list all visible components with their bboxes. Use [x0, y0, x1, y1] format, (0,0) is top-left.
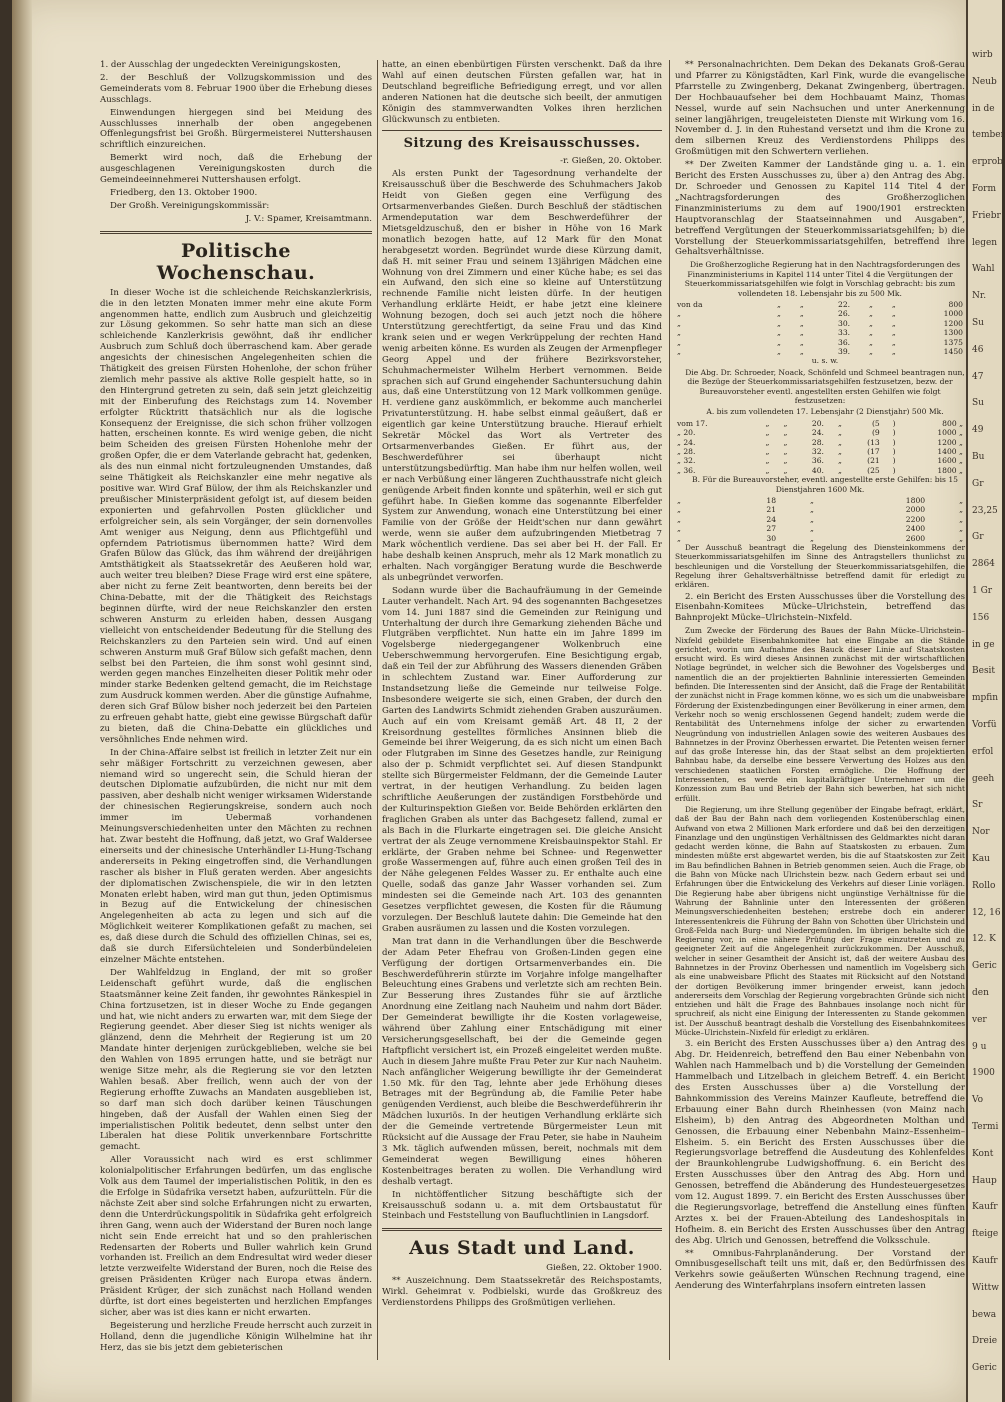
news-item: ** Auszeichnung. Dem Staatssekretär des Reichspostamts, Wirkl. Geheimrat v. Podbielski, wurde das Großkreuz des Verdienstordens Philipps des Großmütigen verliehen. — [382, 1276, 662, 1309]
table-cell: 1375 — [943, 337, 963, 347]
table-cell: 28. — [811, 437, 824, 447]
table-cell: „ — [765, 465, 770, 475]
table-cell: „ — [838, 418, 842, 428]
table-cell: „ — [838, 447, 842, 457]
table-cell: „ — [765, 456, 770, 466]
next-page-text-fragment: Neub — [972, 76, 997, 87]
table-cell: „ — [891, 328, 896, 338]
next-page-text-fragment: Kaufr — [972, 1202, 998, 1213]
table-cell: „ — [677, 533, 681, 543]
next-page-text-fragment: 2864 — [972, 559, 995, 570]
news-item: 3. ein Bericht des Ersten Ausschusses über a) den Antrag des Abg. Dr. Heidenreich, betreffend den Bau einer Nebenbahn von Wahlen nach Hammelbach und b) die Vorstellung der Gemeinden Hammelbach und Litzelbach in gleichem Betreff. 4. ein Bericht des Ersten Ausschusses über a) die Vorstellung der Bahnkommission des Vereins Mainzer Kaufleute, betreffend die Erbauung einer Bahn durch Rheinhessen (von Mainz nach Elsheim), b) den Antrag des Abgeordneten Molthan und Genossen, die Erbauung einer Nebenbahn Mainz–Essenheim–Elsheim. 5. ein Bericht des Ersten Ausschusses über die Regierungsvorlage betreffend die Ausdeutung des Kohlenfeldes der Braunkohlengrube Ludwigshoffnung. 6. ein Bericht des Ersten Ausschusses über den Antrag des Abg. Horn und Genossen, betreffend die Abänderung des Hundesteuergesetzes vom 12. August 1899. 7. ein Bericht des Ersten Ausschusses über die Regierungsvorlage, betreffend die Anstellung eines fünften Arztes x. bei der Frauen-Abteilung des Landeshospitals in Hofheim. 8. ein Bericht des Ersten Ausschusses über den Antrag des Abg. Ulrich und Genossen, betreffend die Volksschule. — [675, 1039, 965, 1246]
table-cell: „ — [677, 514, 681, 524]
committee-paragraph: Die Regierung, um ihre Stellung gegenüber der Eingabe befragt, erklärt, daß der Bau der Bahn nach dem vorliegenden Kostenüberschlag einen Aufwand von etwa 2 Millionen Mark erfordere und daß bei den derzeitigen Finanzlage und den ungünstigen Verhältnissen des Geldmarktes nicht daran gedacht werden könne, die Bahn auf Staatskosten zu erbauen. Zum mindesten müßte erst abgewartet werden, bis die auf Staatskosten zur Zeit im Bau befindlichen Bahnen in Betrieb genommen seien. Auch die Frage, ob die Bahn von Mücke nach Ulrichstein bezw. nach Gedern erbaut sei und Erfahrungen über die Entwickelung des Verkehrs auf dieser Linie vorlägen. Die Regierung habe aber übrigens nicht ungünstige Verhältnisse für die Wahrung der Bahnlinie unter den Interessenten der größeren Meinungsverschiedenheiten bestehen; erstrebe doch ein anderer Interessentenkreis die Führung der Bahn von Schotten über Ulrichstein und Groß-Felda nach Burg- und Niedergemünden. Im übrigen behalte sich die Regierung vor, in eine nähere Prüfung der Frage einzutreten und zu geeigneter Zeit auf die Angelegenheit zurückzukommen. Der Ausschuß, welcher in seiner Gesamtheit der Ansicht ist, daß der weitere Ausbau des Bahnnetzes in der Provinz Oberhessen und namentlich im Vogelsberg sich als eine unabweisbare Pflicht des Staates mit Rücksicht auf den Notstand der dortigen Bevölkerung immer bringender erweist, kann jedoch andererseits dem Vorschlag der Regierung vorgebrachten Gründe sich nicht entziehen und hält die Frage des Bahnbaues insolange noch nicht für spruchreif, als nicht eine Einigung der Interessenten zu Stande gekommen ist. Der Ausschuß beantragt deshalb die Vorstellung des Eisenbahnkomitees Mücke–Ulrichstein–Nixfeld für erledigt zu erklären. — [675, 804, 965, 1038]
table-cell: 1200 „ — [937, 437, 963, 447]
table-cell: 2400 — [905, 524, 926, 534]
next-page-text-fragment: Su — [972, 398, 984, 409]
table-cell: vom 17. — [677, 418, 708, 428]
next-page-text-fragment: in ge — [972, 639, 995, 650]
table-cell: „ — [765, 418, 770, 428]
table-caption: B. Für die Bureauvorsteher, eventl. angestellte erste Gehilfen: bis 15 Dienstjahren 1600 Mk. — [692, 475, 958, 494]
next-page-text-fragment: Haup — [972, 1175, 997, 1186]
table-cell: „ — [959, 533, 963, 543]
table-cell: „ — [677, 346, 681, 356]
next-page-edge — [966, 0, 1005, 1402]
table-cell: ) — [892, 447, 896, 457]
table-row — [675, 496, 965, 505]
table-cell: 24. — [811, 428, 824, 438]
table-cell: „ — [799, 328, 804, 338]
table-cell: „ — [783, 465, 788, 475]
table-row — [675, 347, 965, 356]
table-cell: „ — [677, 328, 681, 338]
table-cell: 2200 — [905, 514, 926, 524]
next-page-text-fragment: den — [972, 988, 989, 998]
notice-paragraph: Bemerkt wird noch, daß die Erhebung der ausgeschlagenen Vereinigungskosten durch die Gemeindeeinnehmerei Nuttershausen erfolgt. — [100, 153, 372, 186]
next-page-text-fragment: Nr. — [972, 291, 987, 302]
next-page-text-fragment: Rollo — [972, 880, 996, 891]
table-cell: (25 — [867, 465, 880, 475]
table-cell: (17 — [867, 447, 880, 457]
next-page-text-fragment: Vo — [972, 1095, 984, 1106]
salary-table-government — [675, 300, 965, 356]
table-row — [675, 309, 965, 318]
table-cell: 1400 „ — [937, 447, 963, 457]
table-cell: „ — [777, 346, 781, 356]
news-item: ** Der Zweiten Kammer der Landstände ging u. a. 1. ein Bericht des Ersten Ausschusses zu, über a) den Antrag des Abg. Dr. Schroeder und Genossen zu Kapitel 114 Titel 4 der „Nachtragsforderungen des Großherzoglichen Finanzministeriums zu dem auf 1900/1901 erstreckten Hauptvoranschlag der Staatseinnahmen und Ausgaben“, betreffend Vergütungen der Steuerkommissariatsgehilfen; b) die Vorstellung der Steuerkommissariatsgehilfen, betreffend ihre Gehaltsverhältnisse. — [675, 160, 965, 258]
table-cell: 33. — [838, 328, 851, 338]
next-page-text-fragment: erprob — [972, 157, 1003, 168]
table-cell: „ — [838, 465, 842, 475]
table-cell: 36. — [838, 337, 851, 347]
table-cell: „ — [783, 428, 788, 438]
dateline: Gießen, 22. Oktober 1900. — [546, 1263, 662, 1274]
next-page-text-fragment: Dreie — [972, 1336, 998, 1347]
next-page-text-fragment: Bu — [972, 452, 985, 462]
table-cell: 800 „ — [942, 418, 963, 428]
table-cell: „ — [799, 318, 804, 328]
table-row — [675, 524, 965, 533]
next-page-text-fragment: bewa — [972, 1309, 997, 1320]
news-item: ** Omnibus-Fahrplanänderung. Der Vorstand der Omnibusgesellschaft teilt uns mit, daß er, den Bedürfnissen des Verkehrs sowie geäußerten Wünschen Rechnung tragend, eine Aenderung des Winterfahrplans insofern eintreten lassen — [675, 1248, 965, 1292]
next-page-text-fragment: fteige — [972, 1229, 999, 1240]
table-cell: „ — [783, 447, 788, 457]
table-cell: „ — [809, 514, 814, 524]
next-page-text-fragment: Nor — [972, 827, 990, 838]
table-cell: „ — [891, 318, 896, 328]
section-divider — [382, 130, 662, 131]
table-cell: „ — [777, 318, 781, 328]
news-item: ** Personalnachrichten. Dem Dekan des Dekanats Groß-Gerau und Pfarrer zu Königstädten, Karl Fink, wurde die evangelische Pfarrstelle zu Zwingenberg, Dekanat Zwingenberg, übertragen. Der Hochbauaufseher bei dem Hochbauamt Mainz, Thomas Nessel, wurde auf sein Nachsuchen und unter Anerkennung seiner langjährigen, treugeleisteten Dienste mit Wirkung vom 16. November d. J. in den Ruhestand versetzt und ihm die Krone zu dem silbernen Kreuz des Verdienstordens Philipps des Großmütigen mit den Schwertern verliehen. — [675, 60, 965, 158]
table-cell: „ — [959, 514, 963, 524]
table-cell: „ — [959, 496, 963, 506]
article-paragraph: Als ersten Punkt der Tagesordnung verhandelte der Kreisausschuß über die Beschwerde des Schuhmachers Jakob Heidt von Gießen gegen eine Verfügung des Ortsarmenverbandes Gießen. Durch Beschluß der städtischen Armendeputation war dem Beschwerdeführer der Mietsgeldzuschuß, den er bisher in Höhe von 16 Mark monatlich bezogen hatte, auf 12 Mark für den Monat herabgesetzt worden. Begründet wurde diese Kürzung damit, daß H. mit seiner Frau und seinem 13jährigen Mädchen eine Wohnung von drei Zimmern und einer Küche habe; es sei das ein Aufwand, den sich eine so kleine auf Unterstützung rechnende Familie nicht leisten dürfe. In der heutigen Verhandlung erklärte Heidt, er habe jetzt eine kleinere Wohnung bezogen, doch sei auch jetzt noch die höhere Unterstützung gerechtfertigt, da seine Frau und das Kind krank seien und er wegen Verkrüppelung der rechten Hand wenig arbeiten könne. Es wurden als Zeugen der Armenpfleger Georg Appel und der frühere Bezirksvorsteher, Schuhmachermeister Wilhelm Herbert vernommen. Beide sprachen sich auf Grund eingehender Sachuntersuchung dahin aus, daß eine Unterstützung von 12 Mark vollkommen genüge. H. verdiene ganz auskömmlich, er bekomme auch mancherlei Privatunterstützung. H. habe selbst einmal geäußert, daß er eigentlich gar keine Unterstützung brauche. Hierauf erhielt Sekretär Möckel das Wort als Vertreter des Ortsarmenverbandes Gießen. Er führt aus, der Beschwerdeführer sei überhaupt nicht unterstützungsbedürftig. Man habe ihm nur helfen wollen, weil er nach Verbüßung einer längeren Zuchthausstrafe nicht gleich genügende Arbeit finden konnte und späterhin, weil er sich gut geführt habe. In Gießen komme das sogenannte Elberfelder System zur Anwendung, wonach eine Unterstützung bei einer Familie von der Größe der Heidt'schen nur dann gewährt werde, wenn sie außer dem aufzubringenden Mietbetrag 7 Mark wöchentlich verdiene. Das sei aber bei H. der Fall. Er habe deshalb keinen Anspruch, mehr als 12 Mark monatlich zu erhalten. Nach vorgängiger Beratung wurde die Beschwerde als unbegründet verworfen. — [382, 169, 662, 583]
committee-paragraph: Zum Zwecke der Förderung des Baues der Bahn Mücke–Ulrichstein–Nixfeld gebildete Eisenbahnkomitee hat eine Eingabe an die Stände gerichtet, worin um Aufnahme des Bauck dieser Linie auf Staatskosten ersucht wird. Es wird dieses Ansinnen zunächst mit der wirtschaftlichen Notlage begründet, in welcher sich die Bewohner des Vogelsberges und namentlich die an der projektierten Bahnlinie interessierten Gemeinden befinden. Die Interessenten sind der Ansicht, daß die Frage der Rentabilität der zunächst nicht in Frage kommen könne, wo es sich um die unabweisbare Förderung der Existenzbedingungen einer Bevölkerung in einer armen, dem Verkehr noch so wenig erschlossenen Gegend handelt; zudem werde die Rentabilität des Unternehmens infolge der sicher zu erwartenden Neugründung von industriellen Anlagen sowie des weiteren Ausbaues des Bahnnetzes in der Provinz Oberhessen erwartet. Die Petenten weisen ferner auf das große Interesse hin, das der Staat selbst an dem projektierten Bahnbau habe, da derselbe eine bessere Verwertung des Holzes aus den verschiedenen staatlichen Forsten ermögliche. Die Hoffnung der Interessenten, es werde ein kapitalkräftiger Unternehmer um die Konzession zum Bau und Betrieb der Bahn sich bewerben, hat sich nicht erfüllt. — [675, 626, 965, 803]
table-cell: „ — [868, 309, 873, 319]
next-page-text-fragment: 47 — [972, 371, 984, 382]
next-page-text-fragment: 46 — [972, 344, 984, 355]
table-cell: „ — [783, 418, 788, 428]
table-cell: „ — [891, 299, 896, 309]
table-cell: „ — [677, 309, 681, 319]
table-row — [675, 438, 965, 447]
next-page-text-fragment: 49 — [972, 425, 984, 436]
table-cell: 1800 — [905, 496, 926, 506]
notice-authority: Der Großh. Vereinigungskommissär: — [110, 200, 270, 211]
next-page-text-fragment: Gr — [972, 478, 984, 489]
news-item: 2. ein Bericht des Ersten Ausschusses über die Vorstellung des Eisenbahn-Komitees Mücke–Ulrichstein, betreffend das Bahnprojekt Mücke–Ulrichstein–Nixfeld. — [675, 591, 965, 624]
column-rule-2 — [669, 60, 670, 1360]
next-page-text-fragment: Kont — [972, 1148, 994, 1159]
table-cell: „ — [677, 496, 681, 506]
next-page-text-fragment: 156 — [972, 612, 990, 623]
article-paragraph: Begeisterung und herzliche Freude herrscht auch zurzeit in Holland, denn die jugendliche Königin Wilhelmine hat ihr Herz, das sie bis jetzt dem gebieterischen — [100, 1320, 372, 1353]
article-paragraph: Aller Voraussicht nach wird es erst schlimmer kolonialpolitischer Erfahrungen bedürfen, um das englische Volk aus dem Taumel der imperialistischen Politik, in den es die Erfolge in Südafrika versetzt haben, aufzurütteln. Für die nächste Zeit aber sind solche Erfahrungen nicht zu erwarten, denn die Unterdrückungspolitik in Südafrika geht erfolgreich ihren Gang, wenn auch der Widerstand der Buren noch lange nicht sein Ende erreicht hat und so den prahlerischen Redensarten der Roberts und Buller wahrlich kein Grund vorhanden ist. Freilich an dem Endresultat wird weder dieser letzte verzweifelte Widerstand der Buren, noch die Reise des greisen Präsidenten Krüger nach Europa etwas ändern. Präsident Krüger, der sich zunächst nach Holland wenden dürfte, ist dort eines begeisterten und herzlichen Empfanges sicher, aber was ist dies kann er nicht erwarten. — [100, 1155, 372, 1318]
article-continuation: hatte, an einen ebenbürtigen Fürsten verschenkt. Daß da ihre Wahl auf einen deutschen Fürsten gefallen war, hat in Deutschland begreifliche Befriedigung erregt, und vor allen anderen Nationen hat die deutsche sich beeilt, der anmutigen Königin des stammverwandten Volkes ihren herzlichen Glückwunsch zu entbieten. — [382, 60, 662, 125]
notice-date: Friedberg, den 13. Oktober 1900. — [110, 187, 258, 198]
table-cell: 21 — [766, 505, 777, 515]
table-cell: „ 32. — [677, 456, 696, 466]
notice-paragraph: Einwendungen hiergegen sind bei Meidung des Ausschlusses innerhalb der oben angegebenen Offenlegungsfrist bei Großh. Bürgermeisterei Nuttershausen schriftlich einzureichen. — [100, 107, 372, 151]
table-cell: ) — [892, 428, 896, 438]
table-cell: „ — [868, 337, 873, 347]
table-cell: „ — [677, 318, 681, 328]
table-cell: von da — [677, 299, 703, 309]
next-page-text-fragment: erfol — [972, 746, 994, 757]
table-cell: (5 — [871, 418, 880, 428]
table-cell: ) — [892, 456, 896, 466]
notice-signature: J. V.: Spamer, Kreisamtmann. — [245, 213, 372, 224]
salary-table-proposal-b — [675, 496, 965, 543]
next-page-text-fragment: 1 Gr — [972, 586, 993, 596]
next-page-text-fragment: Termi — [972, 1122, 999, 1132]
table-cell: 40. — [811, 465, 824, 475]
resolution-1: 1. der Ausschlag der ungedeckten Vereinigungskosten, — [100, 60, 341, 70]
table-cell: 1600 „ — [937, 456, 963, 466]
next-page-text-fragment: legen — [972, 237, 998, 248]
table-cell: 27 — [766, 524, 777, 534]
next-page-text-fragment: Friebr — [972, 210, 1001, 221]
table-row — [675, 338, 965, 347]
table-cell: 1000 „ — [937, 428, 963, 438]
article-paragraph: In nichtöffentlicher Sitzung beschäftigte sich der Kreisausschuß sodann u. a. mit dem Ortsbaustatut für Steinbach und Feststellung von Baufluchtlinien in Langsdorf. — [382, 1189, 662, 1222]
next-page-text-fragment: Su — [972, 318, 984, 328]
table-row — [675, 328, 965, 337]
table-cell: 18 — [766, 496, 777, 506]
table-cell: „ — [891, 346, 896, 356]
next-page-text-fragment: geeh — [972, 773, 995, 784]
table-cell: „ — [809, 524, 814, 534]
section-divider — [382, 1228, 662, 1231]
table-cell: „ — [868, 328, 873, 338]
table-cell: 39. — [838, 346, 851, 356]
table-cell: „ — [677, 524, 681, 534]
next-page-text-fragment: in de — [972, 103, 995, 114]
next-page-text-fragment: 1900 — [972, 1068, 995, 1079]
table-row — [675, 505, 965, 514]
table-cell: „ — [868, 318, 873, 328]
page-binding-shadow — [12, 0, 32, 1402]
table-cell: „ — [838, 456, 842, 466]
table-cell: „ — [891, 309, 896, 319]
column-rule-1 — [377, 60, 378, 1360]
table-cell: 30. — [838, 318, 851, 328]
table-subcaption: A. bis zum vollendeten 17. Lebensjahr (2 Dienstjahr) 500 Mk. — [706, 407, 944, 417]
next-page-text-fragment: Kaufr — [972, 1256, 998, 1266]
table-cell: 2000 — [905, 505, 926, 515]
next-page-text-fragment: mpfin — [972, 693, 999, 704]
table-cell: „ — [809, 496, 814, 506]
table-row — [675, 419, 965, 428]
table-cell: 24 — [766, 514, 777, 524]
table-cell: „ — [868, 346, 873, 356]
table-cell: „ — [777, 337, 781, 347]
table-cell: 2600 — [905, 533, 926, 543]
table-cell: „ — [765, 447, 770, 457]
table-cell: 800 — [948, 299, 963, 309]
next-page-text-fragment: ver — [972, 1014, 987, 1025]
table-cell: ) — [892, 418, 896, 428]
next-page-text-fragment: Gr — [972, 532, 984, 543]
dateline: -r. Gießen, 20. Oktober. — [560, 156, 662, 167]
next-page-text-fragment: Geric — [972, 1363, 997, 1374]
next-page-text-fragment: Kau — [972, 854, 990, 864]
table-cell: „ — [959, 505, 963, 515]
table-cell: 1450 — [943, 346, 963, 356]
table-cell: 30 — [766, 533, 777, 543]
table-cell: ) — [892, 437, 896, 447]
article-paragraph: Man trat dann in die Verhandlungen über die Beschwerde der Adam Peter Ehefrau von Großen-Linden gegen eine Verfügung der dortigen Ortsarmenverbandes ein. Die Beschwerdeführerin stürzte im Vorjahre infolge mangelhafter Beleuchtung eines Grabens und verletzte sich am rechten Bein. Zur Besserung ihres Zustandes führ sie auf ärztliche Anordnung eine Zeitlang nach Nauheim und nahm dort Bäder. Der Gemeinderat bewilligte ihr die Kosten vorlageweise, während über Zahlung einer Entschädigung mit einer Versicherungsgesellschaft, bei der die Gemeinde gegen Haftpflicht versichert ist, ein Prozeß eingeleitet werden mußte. Auch in diesem Jahre mußte Frau Peter zur Kur nach Nauheim. Nach anfänglicher Weigerung bewilligte ihr der Gemeinderat 1.50 Mk. für den Tag, lehnte aber jede Erhöhung dieses Betrages mit der Begründung ab, die Familie Peter habe genügenden Verdienst, auch bleibe die Beschwerdeführerin ihr Mädchen luxuriös. In der heutigen Verhandlung erklärte sich der die Gemeinde vertretende Bürgermeister Leun mit Rücksicht auf die Aussage der Frau Peter, sie habe in Nauheim 3 Mk. täglich aufwenden müssen, bereit, nochmals mit dem Gemeinderat wegen Bewilligung eines höheren Kostenbeitrages beraten zu wollen. Die Verhandlung wird deshalb vertagt. — [382, 936, 662, 1187]
table-cell: „ — [783, 456, 788, 466]
table-cell: „ — [799, 299, 804, 309]
next-page-text-fragment: 23,25 — [972, 505, 998, 516]
table-row — [675, 515, 965, 524]
table-row — [675, 466, 965, 475]
table-cell: ) — [892, 465, 896, 475]
table-cell: „ — [677, 505, 681, 515]
table-row — [675, 456, 965, 465]
table-cell: „ — [799, 346, 804, 356]
table-cell: 1800 „ — [937, 465, 963, 475]
table-cell: 36. — [811, 456, 824, 466]
table-cell: „ 36. — [677, 465, 696, 475]
committee-paragraph: Der Ausschuß beantragt die Regelung des Diensteinkommens der Steuerkommissariatsgehilfen im Sinne des Antragstellers thunlichst zu beschleunigen und die Vorstellung der Steuerkommissariatsgehilfen, die Regelung ihrer Gehaltsverhältnisse betreffend damit für erledigt zu erklären. — [675, 543, 965, 590]
salary-table-proposal-a — [675, 419, 965, 475]
section-heading-stadt-und-land: Aus Stadt und Land. — [409, 1237, 635, 1260]
table-cell: „ — [799, 309, 804, 319]
table-cell: 1000 — [943, 309, 963, 319]
table-cell: „ — [777, 328, 781, 338]
table-cell: „ — [799, 337, 804, 347]
article-paragraph: Sodann wurde über die Bachaufräumung in der Gemeinde Lauter verhandelt. Nach Art. 94 des sogenannten Bachgesetzes vom 14. Juni 1887 sind die Gemeinden zur Reinigung und Unterhaltung der durch ihre Gemarkung ziehenden Bäche und Flutgräben verpflichtet. Nun hatte ein im Jahre 1899 im Vogelsberge niedergegangener Wolkenbruch eine Ueberschwemmung hervorgerufen. Eine Besichtigung ergab, daß ein Teil der zur Abführung des Wassers dienenden Gräben in schlechtem Zustand war. Einer Aufforderung zur Instandsetzung ließe die Gemeinde nur teilweise Folge. Insbesondere weigerte sie sich, einen Graben, der durch den Garten des Landwirts Schmidt ziehenden Graben auszuräumen. Auch auf ein vom Kreisamt gemäß Art. 48 II, 2 der Kreisordnung gestelltes förmliches Ansinnen blieb die Gemeinde bei ihrer Weigerung, da es sich nicht um einen Bach oder Flutgraben im Sinne des Gesetzes handle, zur Reinigung also der p. Schmidt verpflichtet sei. Auf diesen Standpunkt stellte sich Bürgermeister Feldmann, der die Gemeinde Lauter vertrat, in der heutigen Verhandlung. Zu beiden lagen schriftliche Aeußerungen der zuständigen Forstbehörde und der Kulturinspektion Gießen vor. Beide Behörden erklärten den fraglichen Graben als unter das Bachgesetz fallend, zumal er als Bach in die Flurkarte eingetragen sei. Die gleiche Ansicht vertrat der als Zeuge vernommene Kreisbauinspektor Stahl. Er erklärte, der Graben nehme bei Schnee- und Regenwetter große Wassermengen auf, führe auch einen großen Teil des in der Nähe gelegenen Feldes Wasser zu. Er enthalte auch eine Quelle, sodaß das ganze Jahr Wasser vorhanden sei. Zum mindesten sei die Gemeinde nach Art. 103 des genannten Gesetzes verpflichtet gewesen, die Kosten für die Räumung vorzulegen. Der Beschluß lautete dahin: Die Gemeinde hat den Graben ausräumen zu lassen und die Kosten vorzulegen. — [382, 585, 662, 934]
article-paragraph: In der China-Affaire selbst ist freilich in letzter Zeit nur ein sehr mäßiger Fortschritt zu verzeichnen gewesen, aber niemand wird so ungerecht sein, die Schuld hieran der deutschen Diplomatie aufzubürden, die nicht nur mit dem passiven, aber deshalb nicht weniger wirksamen Widerstande der chinesischen Regierungskreise, sondern auch noch immer im Uebermaß vorhandenen Meinungsverschiedenheiten unter den Mächten zu rechnen hat. Zwar besteht die Hoffnung, daß jetzt, wo Graf Waldersee einerseits und der chinesische Unterhändler Li-Hung-Tschang andererseits in Peking eingetroffen sind, die Verhandlungen rascher als bisher in Fluß geraten werden. Aber angesichts der diplomatischen Zwischenspiele, die wir in den letzten Monaten erlebt haben, wird man gut thun, jeden Optimismus in Bezug auf die Entwickelung der chinesischen Angelegenheiten ab acta zu legen und sich auf die Möglichkeit weiterer Komplikationen gefaßt zu machen, sei es, daß diese durch die Schuld des offiziellen Chinas, sei es, daß sie durch Eifersüchteleien und Sonderbündeleien einzelner Mächte entstehen. — [100, 747, 372, 965]
table-cell: „ 20. — [677, 428, 696, 438]
table-cell: „ — [809, 505, 814, 515]
table-cell: „ — [838, 428, 842, 438]
table-cell: 32. — [811, 447, 824, 457]
table-cell: „ — [677, 337, 681, 347]
table-row — [675, 428, 965, 437]
table-row — [675, 319, 965, 328]
next-page-text-fragment: 12. K — [972, 934, 996, 945]
table-cell: „ 28. — [677, 447, 696, 457]
next-page-text-fragment: wirb — [972, 50, 993, 60]
next-page-text-fragment: Sr — [972, 800, 983, 811]
table-cell: „ — [783, 437, 788, 447]
table-cell: (13 — [867, 437, 880, 447]
next-page-text-fragment: Vorfü — [972, 720, 997, 730]
table-cell: „ — [765, 437, 770, 447]
table-cell: 20. — [811, 418, 824, 428]
next-page-text-fragment: 12, 16 — [972, 907, 1001, 918]
table-footer: u. s. w. — [811, 356, 839, 366]
table-cell: „ — [777, 309, 781, 319]
left-column — [100, 60, 372, 1360]
table-cell: „ — [868, 299, 873, 309]
table-cell: (9 — [871, 428, 880, 438]
table-cell: 1300 — [943, 328, 963, 338]
section-divider — [100, 231, 372, 234]
table-cell: „ — [765, 428, 770, 438]
next-page-text-fragment: Geric — [972, 961, 997, 972]
table-cell: 26. — [838, 309, 851, 319]
next-page-text-fragment: Wittw — [972, 1282, 999, 1293]
article-paragraph: In dieser Woche ist die schleichende Reichskanzlerkrisis, die in den letzten Monaten immer mehr eine akute Form angenommen hatte, endlich zum Ausbruch und gleichzeitig zur Lösung gekommen. So sehr hatte man sich an diese schleichende Kanzlerkrisis gewöhnt, daß ihr endlicher Ausbruch zum Schluß doch überraschend kam. Aber gerade angesichts der chinesischen Angelegenheiten schien die Thätigkeit des greisen Fürsten Hohenlohe, der schon früher ziemlich mehr passive als aktive Rolle gespielt hatte, so in den Hintergrund getreten zu sein, daß sein jetzt gleichzeitig mit der Einberufung des Reichstags zum 14. November erfolgter Rücktritt thatsächlich nur als die logische Konsequenz der Ereignisse, die sich schon früher vollzogen hatten, erscheinen konnte. Es wird wenige geben, die nicht beim Scheiden des greisen Fürsten Hohenlohe mehr der großen Opfer, die er dem Vaterlande gebracht hat, gedenken, als des nun einmal nicht fortzuleugnenden Umstandes, daß seine Thätigkeit als Reichskanzler eine mehr negative als positive war. Wird Graf Bülow, der ihm als Reichskanzler und preußischer Ministerpräsident gefolgt ist, auf diesem beiden exponierten und gefahrvollen Posten glücklicher und erfolgreicher sein, als sein Vorgänger, der sein dornenvolles Amt weniger aus Neigung, denn aus Pflichtgefühl und opferndem Patriotismus übernommen hatte? Wird dem Grafen Bülow das Glück, das ihm während der dreijährigen Amtsthätigkeit als Staatssekretär des Aeußeren hold war, auch weiter treu bleiben? Diese Frage wird erst eine spätere, aber nicht zu ferne Zeit beantworten, denn bereits bei der China-Debatte, mit der die Thätigkeit des Reichstags beginnen dürfte, wird der neue Reichskanzler den ersten schweren Ansturm zu erleiden haben, dessen Ausgang vielleicht von entscheidender Bedeutung für die Stellung des Reichskanzlers zu den Parteien sein wird. Und auf einen schweren Ansturm muß Graf Bülow sich gefaßt machen, denn selbst bei den Parteien, die ihm sonst wohl gesinnt sind, werden gegen manches Einzelheiten dieser Politik mehr oder minder starke Bedenken geltend gemacht, die im Reichstage zum Ausdruck kommen werden. Aber die günstige Aufnahme, deren sich Graf Bülow bisher noch jederzeit bei den Parteien zu erfreuen gehabt hatte, giebt eine gewisse Bürgschaft dafür zu bieten, daß die China-Debatte ein glückliches und versöhnliches Ende nehmen wird. — [100, 287, 372, 745]
table-cell: „ 24. — [677, 437, 696, 447]
next-page-text-fragment: 9 u — [972, 1041, 987, 1052]
table-cell: „ — [838, 437, 842, 447]
table-cell: „ — [959, 524, 963, 534]
next-page-text-fragment: tember — [972, 130, 1005, 141]
table-row — [675, 300, 965, 309]
table-cell: „ — [809, 533, 814, 543]
next-page-text-fragment: Besit — [972, 666, 996, 677]
table-row — [675, 534, 965, 543]
table-caption: Die Großherzogliche Regierung hat in den Nachtragsforderungen des Finanzministeriums in Kapitel 114 unter Titel 4 die Vergütungen der Steuerkommissariatsgehilfen wie folgt in Vorschlag gebracht: bis zum vollendeten 18. Lebensjahr bis zu 500 Mk. — [684, 260, 961, 298]
next-page-text-fragment: Form — [972, 184, 997, 194]
resolution-2: 2. der Beschluß der Vollzugskommission und des Gemeinderats vom 8. Februar 1900 über die Erhebung dieses Ausschlags. — [100, 72, 372, 105]
newspaper-page — [12, 0, 967, 1402]
table-cell: 1200 — [943, 318, 963, 328]
section-heading-kreisausschuss: Sitzung des Kreisausschusses. — [403, 136, 641, 152]
table-caption: Die Abg. Dr. Schroeder, Noack, Schönfeld und Schmeel beantragen nun, die Bezüge der Steuerkommissariatsgehilfen festzusetzen, bezw. der Bureauvorsteher eventl. angestellten ersten Gehilfen wie folgt festzusetzen: — [685, 367, 965, 405]
table-cell: „ — [777, 299, 781, 309]
right-column — [675, 60, 965, 1390]
middle-column — [382, 60, 662, 1360]
table-cell: (21 — [867, 456, 880, 466]
article-paragraph: Der Wahlfeldzug in England, der mit so großer Leidenschaft geführt wurde, daß die englischen Staatsmänner keine Zeit fanden, ihr gewohntes Ränkespiel in China fortzusetzen, ist in dieser Woche zu Ende gegangen und hat, wie nicht anders zu erwarten war, mit dem Siege der Regierung geendet. Aber dieser Sieg ist nichts weniger als glänzend, denn die Mehrheit der Regierung ist um 20 Mandate hinter derjenigen zurückgeblieben, welche sie bei den Wahlen von 1895 errungen hatte, und sie beträgt nur wenige Sitze mehr, als die Regierung sie vor den letzten Wahlen besaß. Aber freilich, wenn auch der von der Regierung erhoffte Zuwachs an Mandaten ausgeblieben ist, so darf man sich doch darüber keinen Täuschungen hingeben, daß der Ausfall der Wahlen einen Sieg der imperialistischen Politik bedeutet, denn selbst unter den Liberalen hat diese Politik unverkennbare Fortschritte gemacht. — [100, 967, 372, 1153]
section-heading-wochenschau: Politische Wochenschau. — [156, 239, 316, 284]
table-cell: 22. — [838, 299, 851, 309]
table-row — [675, 447, 965, 456]
next-page-text-fragment: Wahl — [972, 264, 995, 275]
table-cell: „ — [891, 337, 896, 347]
